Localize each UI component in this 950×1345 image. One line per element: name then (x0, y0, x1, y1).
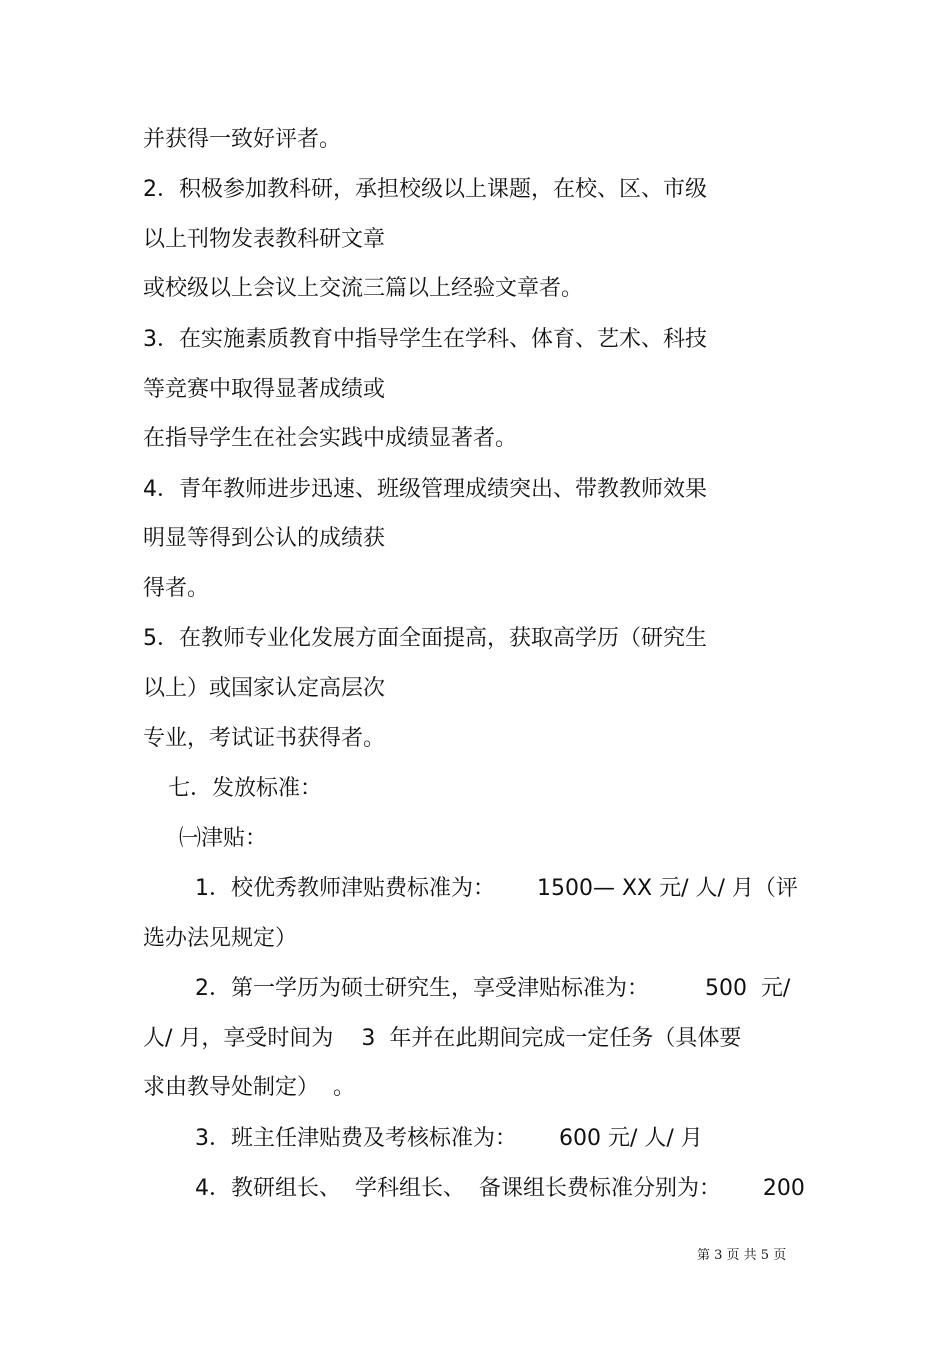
text-line: 3．在实施素质教育中指导学生在学科、体育、艺术、科技 (143, 327, 707, 352)
text-line: 明显等得到公认的成绩获 (143, 526, 386, 551)
text-line: 并获得一致好评者。 (143, 127, 342, 152)
text-line: 5．在教师专业化发展方面全面提高，获取高学历（研究生 (143, 626, 707, 651)
text-line: 人/ 月，享受时间为 3 年并在此期间完成一定任务（具体要 (143, 1026, 742, 1051)
text-line: 专业，考试证书获得者。 (143, 726, 386, 751)
text-line: 4．青年教师进步迅速、班级管理成绩突出、带教教师效果 (143, 477, 707, 502)
text-line: 或校级以上会议上交流三篇以上经验文章者。 (143, 276, 584, 301)
text-line: 在指导学生在社会实践中成绩显著者。 (143, 426, 518, 451)
subsection-heading: ㈠津贴： (179, 826, 268, 851)
page-footer: 第 3 页 共 5 页 (697, 1248, 787, 1263)
text-line: 2．积极参加教科研，承担校级以上课题，在校、区、市级 (143, 177, 707, 202)
text-line: 等竞赛中取得显著成绩或 (143, 377, 386, 402)
text-line: 2．第一学历为硕士研究生，享受津贴标准为： 500 元/ (195, 976, 791, 1001)
text-line: 1．校优秀教师津贴费标准为： 1500— XX 元/ 人/ 月（评 (195, 876, 798, 901)
text-line: 选办法见规定） (143, 926, 298, 951)
text-line: 3．班主任津贴费及考核标准为： 600 元/ 人/ 月 (195, 1126, 703, 1151)
text-line: 求由教导处制定） 。 (143, 1075, 355, 1100)
section-heading: 七．发放标准： (168, 776, 323, 801)
text-line: 4．教研组长、 学科组长、 备课组长费标准分别为： 200 (195, 1176, 805, 1201)
text-line: 以上）或国家认定高层次 (143, 676, 386, 701)
text-line: 以上刊物发表教科研文章 (143, 227, 386, 252)
text-line: 得者。 (143, 576, 210, 601)
